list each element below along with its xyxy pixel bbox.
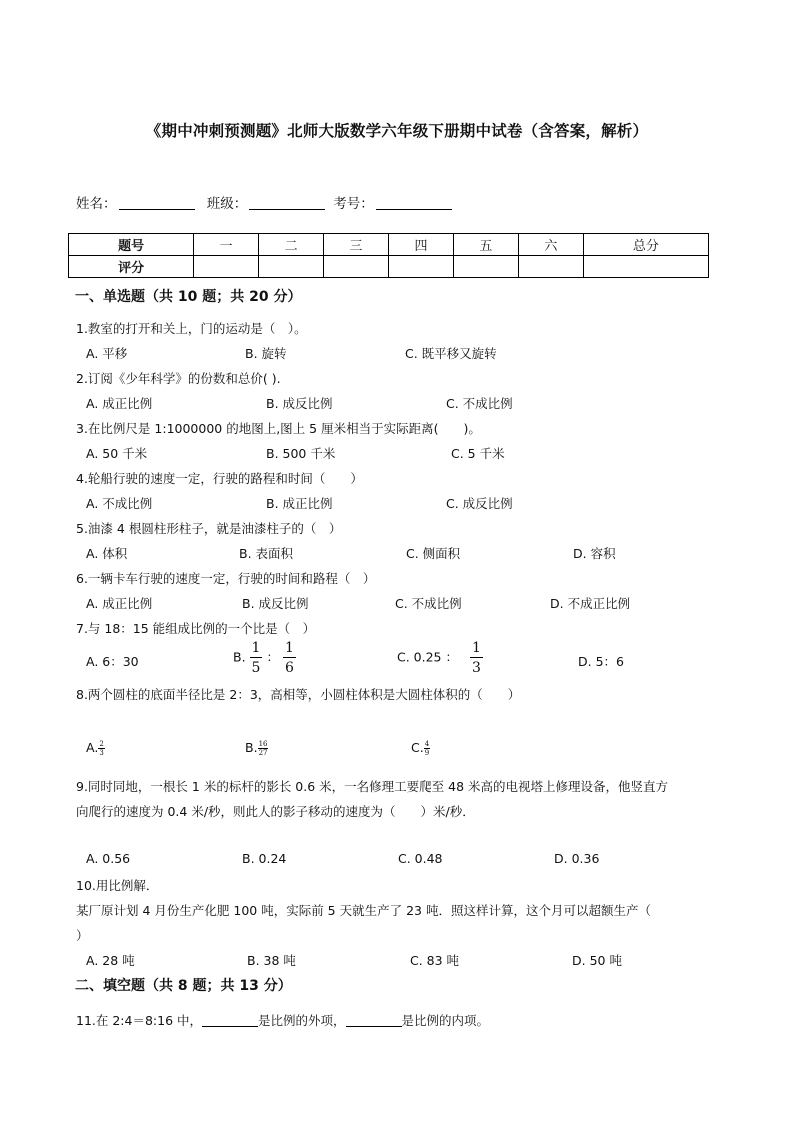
table-cell: 六 [518, 234, 583, 256]
option-c[interactable]: C. 侧面积 [406, 546, 461, 561]
score-cell[interactable] [194, 256, 259, 278]
exam-no-label: 考号： [333, 196, 374, 212]
question-stem: 2.订阅《少年科学》的份数和总价( ). [76, 371, 281, 386]
name-blank[interactable] [119, 195, 195, 210]
option-d[interactable]: D. 0.36 [554, 851, 600, 866]
question-stem-line-2: 向爬行的速度为 0.4 米/秒，则此人的影子移动的速度为（ ）米/秒． [76, 804, 475, 819]
option-a[interactable]: A. 不成比例 [86, 496, 153, 511]
score-cell[interactable] [453, 256, 518, 278]
section-heading-single-choice: 一、单选题（共 10 题；共 20 分） [75, 289, 302, 305]
question-stem: 6.一辆卡车行驶的速度一定，行驶的时间和路程（ ） [76, 571, 376, 586]
answer-blank[interactable] [202, 1014, 258, 1027]
option-a[interactable]: A. 成正比例 [86, 596, 153, 611]
option-a[interactable]: A. 平移 [86, 346, 128, 361]
ratio-colon: ： [266, 649, 279, 665]
option-a[interactable]: A. 50 千米 [86, 446, 148, 461]
table-cell: 评分 [69, 256, 194, 278]
option-d[interactable]: D. 容积 [573, 546, 616, 561]
option-b[interactable]: B. 旋转 [245, 346, 287, 361]
option-a[interactable]: A. 6：30 [86, 654, 139, 669]
question-stem: 4.轮船行驶的速度一定，行驶的路程和时间（ ） [76, 471, 363, 486]
table-cell: 三 [324, 234, 389, 256]
question-stem: 1.教室的打开和关上，门的运动是（ ）。 [76, 321, 307, 336]
option-c[interactable] [411, 740, 430, 757]
option-b-prefix: B. [233, 649, 246, 665]
option-c[interactable]: C. 5 千米 [451, 446, 505, 461]
option-b[interactable]: B. 成反比例 [266, 396, 333, 411]
question-stem-line-2: 某厂原计划 4 月份生产化肥 100 吨，实际前 5 天就生产了 23 吨．照这样计算，这个月可以超额生产（ [76, 903, 651, 918]
score-table-header-row [69, 234, 709, 256]
option-b[interactable] [245, 740, 268, 757]
student-info-row [76, 192, 460, 212]
option-b[interactable]: B. 500 千米 [266, 446, 336, 461]
option-c-prefix: C. 0.25 ： [397, 649, 458, 665]
score-cell[interactable] [324, 256, 389, 278]
option-c[interactable] [397, 641, 483, 675]
fraction [98, 741, 104, 757]
option-b[interactable]: B. 成反比例 [242, 596, 309, 611]
option-a-prefix: A. [86, 740, 99, 755]
table-cell: 四 [388, 234, 453, 256]
exam-title: 《期中冲刺预测题》北师大版数学六年级下册期中试卷（含答案，解析） [145, 122, 649, 140]
question-stem-line-1: 9.同时同地，一根长 1 米的标杆的影长 0.6 米，一名修理工要爬至 48 米高的电视塔上修理设备，他竖直方 [76, 779, 669, 794]
fraction [283, 641, 296, 675]
option-d[interactable]: D. 不成正比例 [550, 596, 631, 611]
question-11 [76, 1011, 489, 1029]
question-text: 是比例的外项， [258, 1013, 346, 1028]
question-stem: 7.与 18：15 能组成比例的一个比是（ ） [76, 621, 316, 636]
option-b[interactable]: B. 0.24 [242, 851, 287, 866]
option-a[interactable]: A. 体积 [86, 546, 128, 561]
option-c[interactable]: C. 既平移又旋转 [405, 346, 497, 361]
question-stem: 3.在比例尺是 1:1000000 的地图上,图上 5 厘米相当于实际距离( )。 [76, 421, 481, 436]
numerator: 4 [424, 739, 430, 748]
denominator: 5 [251, 660, 261, 676]
option-a[interactable] [86, 740, 105, 757]
option-c[interactable]: C. 不成比例 [446, 396, 513, 411]
table-cell: 二 [259, 234, 324, 256]
denominator: 6 [284, 660, 294, 676]
option-a[interactable]: A. 28 吨 [86, 953, 135, 968]
table-cell: 总分 [583, 234, 708, 256]
option-d[interactable]: D. 50 吨 [572, 953, 622, 968]
question-text: 是比例的内项。 [401, 1013, 490, 1028]
option-b[interactable] [233, 641, 296, 675]
numerator: 16 [258, 739, 268, 748]
option-a[interactable]: A. 成正比例 [86, 396, 153, 411]
section-heading-fill-in: 二、填空题（共 8 题；共 13 分） [75, 978, 292, 994]
score-table-score-row [69, 256, 709, 278]
option-a[interactable]: A. 0.56 [86, 851, 131, 866]
option-c[interactable]: C. 不成比例 [395, 596, 462, 611]
option-c-prefix: C. [411, 740, 424, 755]
question-stem-line-3: ） [76, 928, 89, 943]
score-cell[interactable] [259, 256, 324, 278]
score-cell[interactable] [388, 256, 453, 278]
table-cell: 一 [194, 234, 259, 256]
option-b-prefix: B. [245, 740, 258, 755]
score-cell[interactable] [583, 256, 708, 278]
fraction [250, 641, 263, 675]
option-b[interactable]: B. 38 吨 [247, 953, 296, 968]
denominator: 3 [99, 748, 104, 757]
option-b[interactable]: B. 表面积 [239, 546, 294, 561]
numerator: 1 [251, 640, 261, 656]
option-b[interactable]: B. 成正比例 [266, 496, 333, 511]
question-stem: 8.两个圆柱的底面半径比是 2：3，高相等，小圆柱体积是大圆柱体积的（ ） [76, 687, 521, 702]
numerator: 1 [284, 640, 294, 656]
option-c[interactable]: C. 83 吨 [410, 953, 460, 968]
option-c[interactable]: C. 成反比例 [446, 496, 513, 511]
denominator: 27 [258, 748, 268, 757]
denominator: 9 [424, 748, 430, 757]
numerator: 1 [471, 640, 481, 656]
numerator: 2 [99, 739, 104, 748]
question-text: 11.在 2:4＝8:16 中， [76, 1013, 203, 1028]
name-label: 姓名： [76, 196, 117, 212]
score-table [68, 233, 709, 278]
class-blank[interactable] [249, 195, 325, 210]
fraction [424, 741, 430, 757]
question-stem: 5.油漆 4 根圆柱形柱子，就是油漆柱子的（ ） [76, 521, 342, 536]
denominator: 3 [471, 660, 481, 676]
answer-blank[interactable] [346, 1014, 402, 1027]
question-stem-line-1: 10.用比例解． [76, 878, 159, 893]
score-cell[interactable] [518, 256, 583, 278]
class-label: 班级： [206, 196, 248, 212]
table-cell: 五 [453, 234, 518, 256]
option-d[interactable]: D. 5：6 [578, 654, 624, 669]
option-c[interactable]: C. 0.48 [398, 851, 443, 866]
exam-no-blank[interactable] [376, 195, 452, 210]
fraction [258, 741, 269, 757]
table-cell: 题号 [69, 234, 194, 256]
fraction [470, 641, 483, 675]
